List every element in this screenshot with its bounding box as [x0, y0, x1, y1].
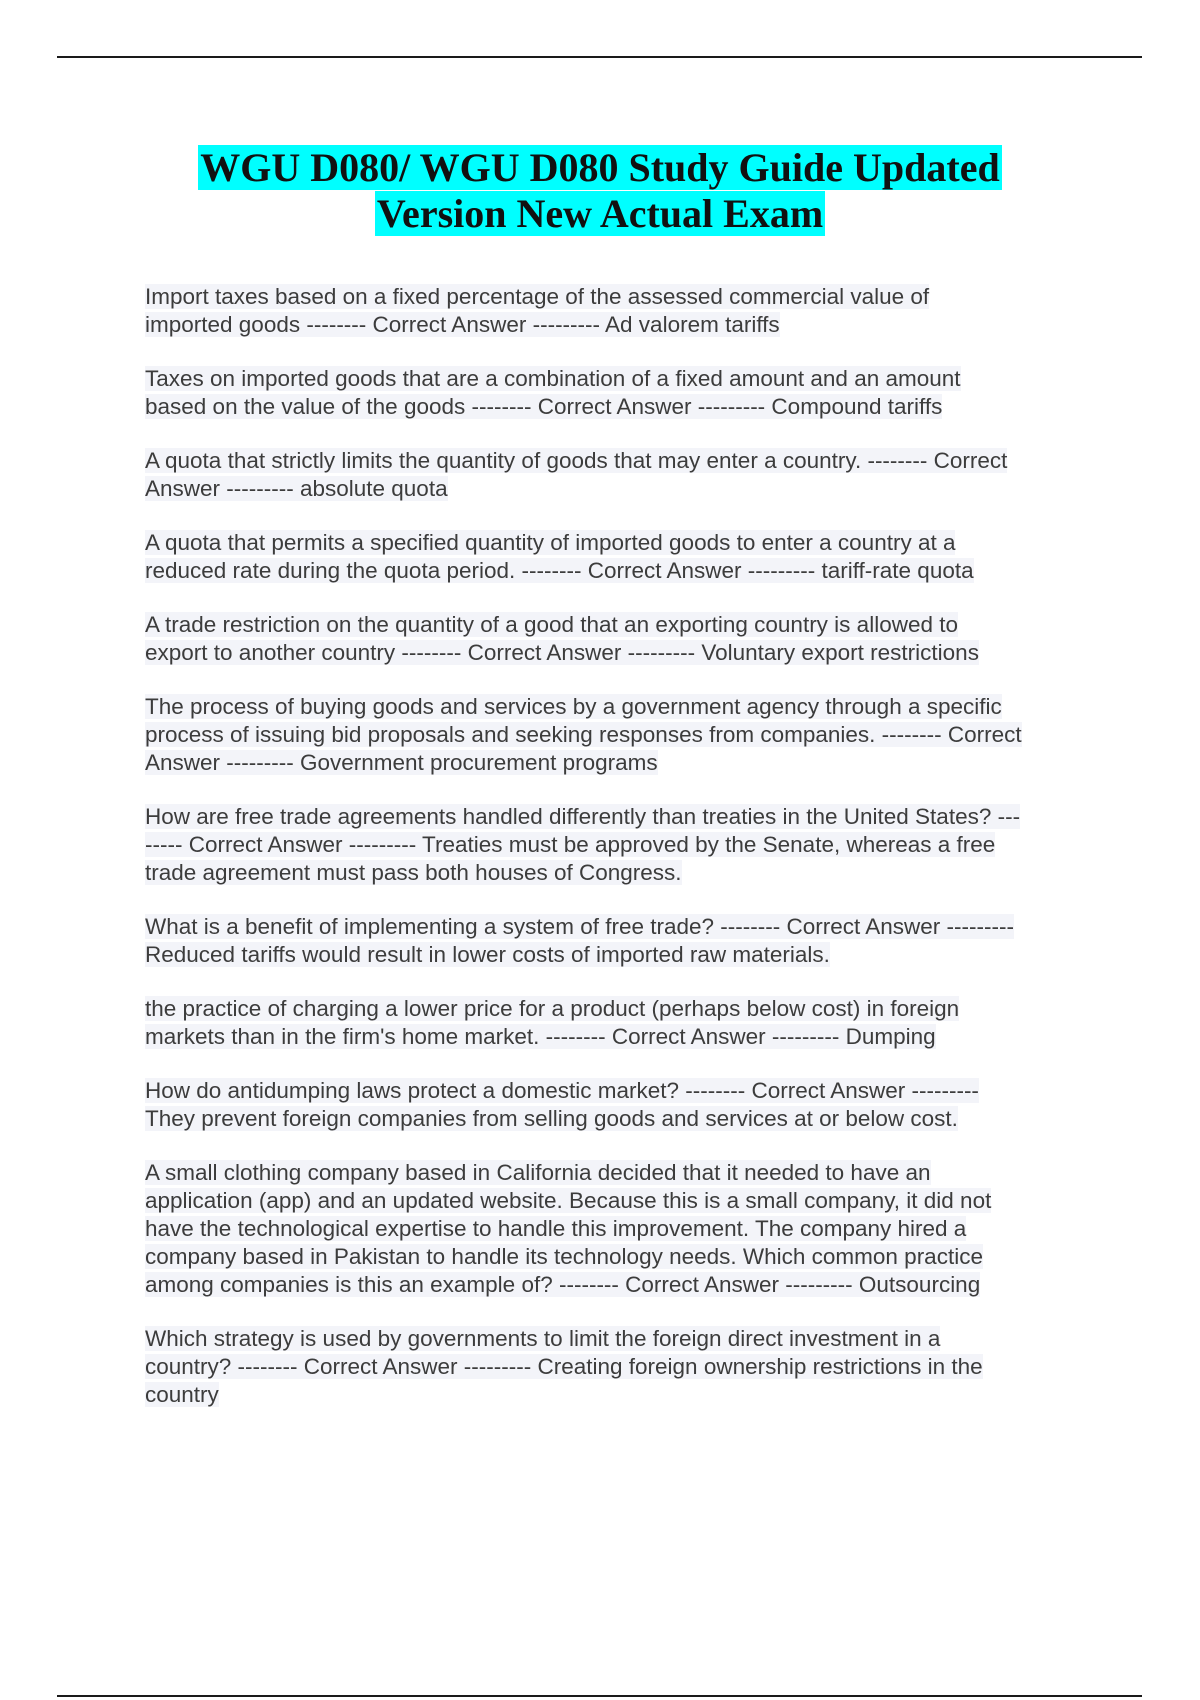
qa-line: country? -------- Correct Answer --------- Creating foreign ownership restrictions in the — [145, 1354, 983, 1379]
qa-line: The process of buying goods and services by a government agency through a specific — [145, 694, 1002, 719]
qa-line: imported goods -------- Correct Answer --------- Ad valorem tariffs — [145, 312, 780, 337]
qa-item — [145, 283, 1095, 339]
qa-line: Answer --------- Government procurement programs — [145, 750, 658, 775]
qa-item — [145, 995, 1095, 1051]
qa-line: Import taxes based on a fixed percentage of the assessed commercial value of — [145, 284, 930, 309]
qa-line: Answer --------- absolute quota — [145, 476, 448, 501]
qa-item — [145, 529, 1095, 585]
qa-line: What is a benefit of implementing a system of free trade? -------- Correct Answer --------- — [145, 914, 1014, 939]
qa-line: How do antidumping laws protect a domestic market? -------- Correct Answer --------- — [145, 1078, 979, 1103]
qa-line: A small clothing company based in California decided that it needed to have an — [145, 1160, 931, 1185]
qa-line: export to another country -------- Correct Answer --------- Voluntary export restrictions — [145, 640, 979, 665]
qa-line: A trade restriction on the quantity of a good that an exporting country is allowed to — [145, 612, 958, 637]
qa-line: the practice of charging a lower price for a product (perhaps below cost) in foreign — [145, 996, 960, 1021]
qa-line: reduced rate during the quota period. -------- Correct Answer --------- tariff-rate quota — [145, 558, 974, 583]
title-line-1: WGU D080/ WGU D080 Study Guide Updated — [200, 145, 1000, 190]
title-line-2: Version New Actual Exam — [376, 191, 824, 236]
qa-line: They prevent foreign companies from selling goods and services at or below cost. — [145, 1106, 958, 1131]
qa-list — [145, 283, 1095, 1435]
qa-line: markets than in the firm's home market. -------- Correct Answer --------- Dumping — [145, 1024, 936, 1049]
title-block — [0, 145, 1200, 237]
qa-item — [145, 447, 1095, 503]
header-rule — [57, 56, 1142, 58]
qa-line: Reduced tariffs would result in lower costs of imported raw materials. — [145, 942, 830, 967]
qa-item — [145, 611, 1095, 667]
document-title — [198, 145, 1001, 237]
qa-line: Which strategy is used by governments to limit the foreign direct investment in a — [145, 1326, 941, 1351]
qa-item — [145, 365, 1095, 421]
qa-line: application (app) and an updated website. Because this is a small company, it did not — [145, 1188, 992, 1213]
qa-line: ----- Correct Answer --------- Treaties must be approved by the Senate, whereas a free — [145, 832, 996, 857]
qa-line: have the technological expertise to handle this improvement. The company hired a — [145, 1216, 967, 1241]
qa-line: A quota that permits a specified quantity of imported goods to enter a country at a — [145, 530, 956, 555]
qa-line: among companies is this an example of? -------- Correct Answer --------- Outsourcing — [145, 1272, 981, 1297]
qa-line: A quota that strictly limits the quantity of goods that may enter a country. -------- Correct — [145, 448, 1008, 473]
qa-line: country — [145, 1382, 219, 1407]
qa-line: based on the value of the goods -------- Correct Answer --------- Compound tariffs — [145, 394, 943, 419]
qa-item — [145, 1077, 1095, 1133]
qa-item — [145, 1325, 1095, 1409]
qa-item — [145, 913, 1095, 969]
qa-line: process of issuing bid proposals and seeking responses from companies. -------- Correct — [145, 722, 1022, 747]
footer-rule — [57, 1695, 1142, 1697]
qa-line: How are free trade agreements handled differently than treaties in the United States? --- — [145, 804, 1021, 829]
qa-item — [145, 803, 1095, 887]
qa-line: Taxes on imported goods that are a combination of a fixed amount and an amount — [145, 366, 961, 391]
qa-line: trade agreement must pass both houses of Congress. — [145, 860, 682, 885]
qa-line: company based in Pakistan to handle its technology needs. Which common practice — [145, 1244, 983, 1269]
qa-item — [145, 693, 1095, 777]
qa-item — [145, 1159, 1095, 1299]
